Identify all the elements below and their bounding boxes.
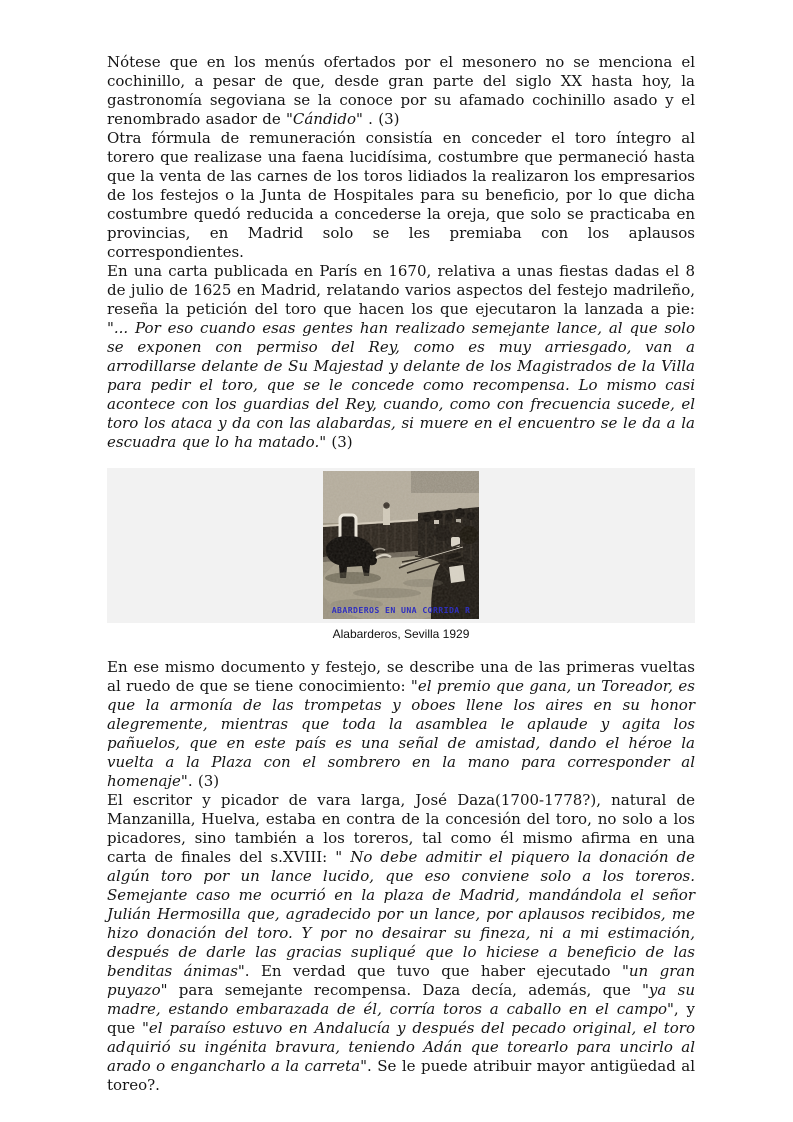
text-run: Otra fórmula de remuneración consistía en conceder el toro íntegro al torero que realizase una faena lucidísima, costumbre que permaneció hasta que la venta de las carnes de los toros lidiados la realizaron los empresarios de los festejos o la Junta de Hospitales para su beneficio, por lo que dicha costumbre quedó reducida a concederse la oreja, que solo se practicaba en provincias, en Madrid solo se les premiaba con los aplausos correspondientes. [107,129,695,261]
text-run: . En verdad que tuvo que haber ejecutado [244,962,622,980]
text-run: para semejante recompensa. Daza decía, además, que [167,981,643,999]
text-run: (3) [326,433,353,451]
text-run: . Se le puede atribuir mayor antigüedad al toreo?. [107,1057,696,1094]
photo-caption: Alabarderos, Sevilla 1929 [332,627,470,641]
text-run: . (3) [187,772,220,790]
text-run: "un gran puyazo" [107,962,695,999]
document-body [107,53,695,1095]
text-run: En ese mismo documento y festejo, se describe una de las primeras vueltas al ruedo de que se tiene conocimiento: [107,658,695,695]
figure-band [107,468,695,623]
text-run: . (3) [362,110,400,128]
photo-overlay-text: ABARDEROS EN UNA CORRIDA R [331,605,471,615]
text-run: "ya su madre, estando embarazada de él, corría toros a caballo en el campo" [107,981,695,1018]
paragraph [107,53,695,129]
text-run: "... Por eso cuando esas gentes han realizado semejante lance, al que solo se exponen con permiso del Rey, como es muy arriesgado, van a arrodillarse delante de Su Majestad y delante de los Magistrados de la Villa para pedir el toro, que se le concede como recompensa. Lo mismo casi acontece con los guardias del Rey, cuando, como con frecuencia sucede, el toro los ataca y da con las alabardas, si muere en el encuentro se le da a la escuadra que lo ha matado." [107,319,695,451]
paragraph [107,262,695,452]
bullfight-photo [323,471,479,619]
paragraph [107,658,695,791]
paragraph [107,791,695,1095]
text-run: El escritor y picador de vara larga, José Daza(1700-1778?), natural de Manzanilla, Huelva, estaba en contra de la concesión del toro, no solo a los picadores, sino también a los toreros, tal como él mismo afirma en una carta de finales del s.XVIII: [107,791,695,866]
paragraph [107,129,695,262]
text-run: En una carta publicada en París en 1670, relativa a unas fiestas dadas el 8 de julio de 1625 en Madrid, relatando varios aspectos del festejo madrileño, reseña la petición del toro que hacen los que ejecutaron la lanzada a pie: [107,262,695,318]
text-block-top [107,53,695,452]
text-run: "el paraíso estuvo en Andalucía y después del pecado original, el toro adquirió su ingénita bravura, teniendo Adán que torearlo para uncirlo al arado o engancharlo a la carreta" [107,1019,695,1075]
text-run: "el premio que gana, un Toreador, es que la armonía de las trompetas y oboes llene los aires en su honor alegremente, mientras que toda la asamblea le aplaude y agita los pañuelos, que en este país es una señal de amistad, dando el héroe la vuelta a la Plaza con el sombrero en la mano para corresponder al homenaje" [107,677,695,790]
text-block-bottom [107,658,695,1095]
text-run: , y que [107,1000,695,1037]
text-run: "Cándido" [285,110,363,128]
text-run: Nótese que en los menús ofertados por el mesonero no se menciona el cochinillo, a pesar de que, desde gran parte del siglo XX hasta hoy, la gastronomía segoviana se la conoce por su afamado cochinillo asado y el renombrado asador de [107,53,695,128]
text-run: " No debe admitir el piquero la donación de algún toro por un lance lucido, que eso conviene solo a los toreros. Semejante caso me ocurrió en la plaza de Madrid, mandándola el señor Julián Hermosilla que, agradecido por un lance, por aplausos recibidos, me hizo donación del toro. Y por no desairar su fineza, ni a mi estimación, después de darle las gracias supliqué que lo hiciese a beneficio de las benditas ánimas" [107,848,696,980]
